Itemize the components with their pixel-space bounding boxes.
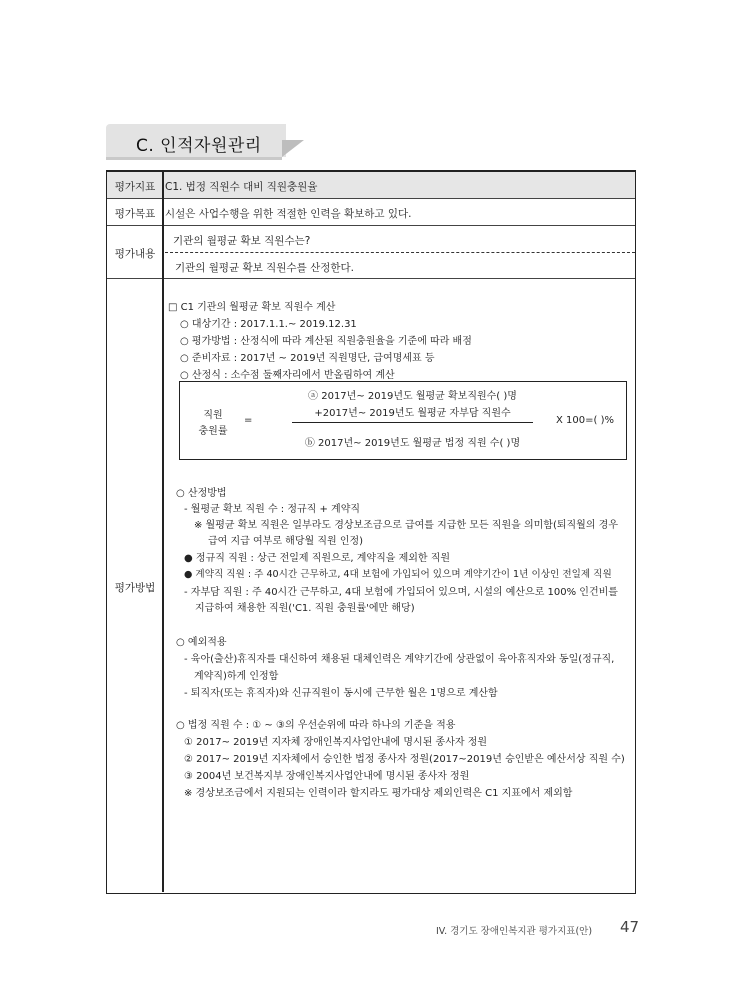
content-label: 평가내용: [114, 248, 156, 260]
goal-label: 평가목표: [114, 208, 156, 220]
fraction-line: [292, 422, 533, 423]
content-description: 기관의 월평균 확보 직원수를 산정한다.: [175, 262, 354, 274]
calc-title: ○ 산정방법: [176, 488, 227, 499]
section-tab-fold: [282, 140, 304, 157]
method-label: 평가방법: [114, 582, 156, 594]
calc-line: ● 정규직 직원 : 상근 전일제 직원으로, 계약직을 제외한 직원: [184, 553, 451, 564]
exception-line: - 퇴직자(또는 휴직자)와 신규직원이 동시에 근무한 월은 1명으로 계산함: [184, 688, 498, 699]
method-item: ○ 대상기간 : 2017.1.1.~ 2019.12.31: [180, 319, 357, 330]
calc-line: 급여 지급 여부로 해당월 직원 인정): [208, 536, 364, 547]
indicator-row: [107, 172, 635, 199]
calc-line: - 자부담 직원 : 주 40시간 근무하고, 4대 보험에 가입되어 있으며, 시설의 예산으로 100% 인건비를: [184, 587, 618, 598]
method-item: ○ 산정식 : 소수점 둘째자리에서 반올림하여 계산: [180, 370, 395, 381]
indicator-value: C1. 법정 직원수 대비 직원충원율: [165, 181, 318, 193]
footer-text: IV. 경기도 장애인복지관 평가지표(안): [436, 926, 593, 937]
formula-box: [179, 381, 627, 460]
calc-line: ● 계약직 직원 : 주 40시간 근무하고, 4대 보험에 가입되어 있으며 계약기간이 1년 이상인 전일제 직원: [184, 569, 612, 580]
legal-line: ② 2017~ 2019년 지자체에서 승인한 법정 종사자 정원(2017~2019년 승인받은 예산서상 직원 수): [184, 754, 625, 765]
content-divider: [165, 252, 635, 253]
method-item: ○ 준비자료 : 2017년 ~ 2019년 직원명단, 급여명세표 등: [180, 353, 435, 364]
calc-line: 지급하여 채용한 직원('C1. 직원 충원률'에만 해당): [195, 603, 415, 614]
content-question: 기관의 월평균 확보 직원수는?: [173, 235, 311, 247]
goal-row: [107, 199, 635, 226]
exception-title: ○ 예외적용: [176, 637, 227, 648]
page-number: 47: [620, 918, 640, 936]
formula-numerator-1: ⓐ 2017년~ 2019년도 월평균 확보직원수( )명: [308, 391, 517, 402]
legal-title: ○ 법정 직원 수 : ① ~ ③의 우선순위에 따라 하나의 기준을 적용: [176, 720, 456, 731]
indicator-label: 평가지표: [114, 181, 156, 193]
method-item: ○ 평가방법 : 산정식에 따라 계산된 직원충원율을 기준에 따라 배점: [180, 336, 472, 347]
section-tab-shadow: [106, 157, 282, 160]
calc-line: ※ 월평균 확보 직원은 일부라도 경상보조금으로 급여를 지급한 모든 직원을 의미함(퇴직월의 경우: [194, 520, 618, 531]
formula-numerator-2: +2017년~ 2019년도 월평균 자부담 직원수: [314, 408, 511, 419]
calc-line: - 월평균 확보 직원 수 : 정규직 + 계약직: [184, 504, 361, 515]
label-column-divider: [162, 170, 164, 892]
content-row: [107, 226, 635, 279]
section-tab: [106, 124, 286, 157]
legal-line: ③ 2004년 보건복지부 장애인복지사업안내에 명시된 종사자 정원: [184, 771, 470, 782]
formula-equals: =: [244, 415, 253, 426]
goal-value: 시설은 사업수행을 위한 적절한 인력을 확보하고 있다.: [165, 208, 412, 220]
exception-line: - 육아(출산)휴직자를 대신하여 채용된 대체인력은 계약기간에 상관없이 육아휴직자와 동일(정규직,: [184, 654, 615, 665]
legal-line: ① 2017~ 2019년 지자체 장애인복지사업안내에 명시된 종사자 정원: [184, 737, 488, 748]
section-title: C. 인적자원관리: [136, 136, 262, 156]
formula-label-line1: 직원: [203, 410, 223, 421]
formula-multiplier: X 100=( )%: [556, 415, 614, 426]
exception-line: 계약직)하게 인정함: [194, 671, 279, 682]
method-heading: □ C1 기관의 월평균 확보 직원수 계산: [168, 302, 336, 313]
legal-line: ※ 경상보조금에서 지원되는 인력이라 할지라도 평가대상 제외인력은 C1 지표에서 제외함: [184, 788, 573, 799]
formula-label-line2: 충원률: [198, 426, 228, 437]
formula-denominator: ⓑ 2017년~ 2019년도 월평균 법정 직원 수( )명: [304, 438, 521, 449]
